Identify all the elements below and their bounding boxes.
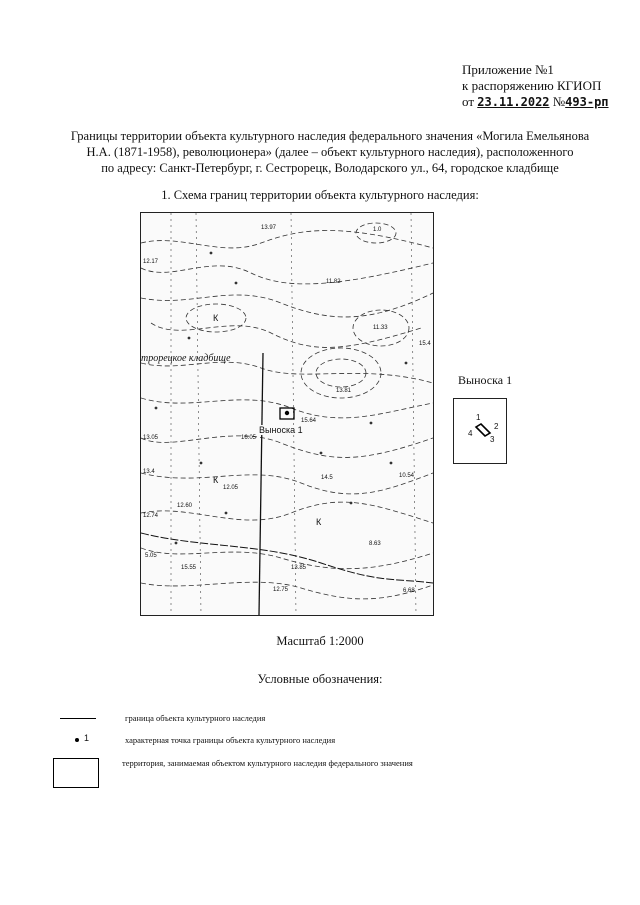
callout-title: Выноска 1 [458,373,513,387]
path-line [141,533,433,583]
map-callout-label: Выноска 1 [259,425,303,435]
elevation-label: 13.85 [291,565,307,571]
point-label-4: 4 [468,429,473,438]
appendix-label: Приложение №1 [462,62,554,77]
point-label-1: 1 [476,413,481,422]
elevation-label: 15.55 [181,565,197,571]
heritage-point [285,411,289,415]
elevation-label: 11.33 [373,325,388,331]
number-prefix: № [552,94,566,109]
map-drawing [141,213,433,615]
elevation-label: 12.74 [143,513,159,519]
elevation-label: 12.05 [223,485,239,491]
elevation-label: 12.17 [143,259,159,265]
cemetery-label: троpецкое кладбище [141,353,231,364]
title-line-3: по адресу: Санкт-Петербург, г. Сестрорецк, Володарского ул., 64, городское кладбище [101,161,559,175]
title-line-2: Н.А. (1871-1958), революционера» (далее – объект культурного наследия), расположенного [86,145,574,159]
elevation-label: 15.4 [419,341,431,347]
date-prefix: от [462,94,475,109]
elevation-label: 13.05 [143,435,159,441]
map-symbol-k: К [213,313,219,323]
legend-text-boundary: граница объекта культурного наследия [125,713,266,723]
elevation-label: 15.64 [301,418,317,424]
elevation-label: 8.63 [369,541,381,547]
elevation-label: 13.97 [261,225,277,231]
order-date: 23.11.2022 [477,95,550,109]
order-number: 493-рп [565,95,609,109]
point-label-3: 3 [490,435,495,444]
callout-box [453,398,507,464]
map-scale: Масштаб 1:2000 [276,634,364,648]
elevation-label: 13.81 [336,388,352,394]
title-line-1: Границы территории объекта культурного наследия федерального значения «Могила Емельянова [70,129,590,143]
legend-line-symbol [60,718,96,719]
elevation-label: 14.5 [321,475,333,481]
road-line [259,353,263,615]
elevation-label: 16.05 [241,435,257,441]
elevation-label: 13.4 [143,469,155,475]
legend-text-point: характерная точка границы объекта культурного наследия [125,735,336,745]
legend-point-label: 1 [84,733,90,743]
elevation-label: 1.0 [373,227,382,233]
dots [155,252,408,545]
elevation-label: 5.05 [145,553,157,559]
map-symbol-k: К [213,475,219,485]
order-ref-label: к распоряжению КГИОП [462,78,602,93]
elevation-label: 12.60 [177,503,193,509]
legend-text-territory: территория, занимаемая объектом культурного наследия федерального значения [122,758,413,768]
order-date-line [462,94,609,110]
topographic-map [140,212,434,616]
legend-point-symbol [75,738,79,742]
section-heading: 1. Схема границ территории объекта культурного наследия: [161,188,479,202]
elevation-label: 10.54 [399,473,415,479]
elevation-label: 11.82 [326,279,341,285]
point-label-2: 2 [494,422,499,431]
callout-drawing [454,399,506,463]
elevation-label: 6.68 [403,588,415,594]
document-title [40,128,620,176]
map-symbol-k: К [316,517,322,527]
legend-rect-symbol [53,758,99,788]
elevation-label: 12.75 [273,587,289,593]
site-boundary-shape [476,424,490,436]
legend-title: Условные обозначения: [257,672,383,686]
